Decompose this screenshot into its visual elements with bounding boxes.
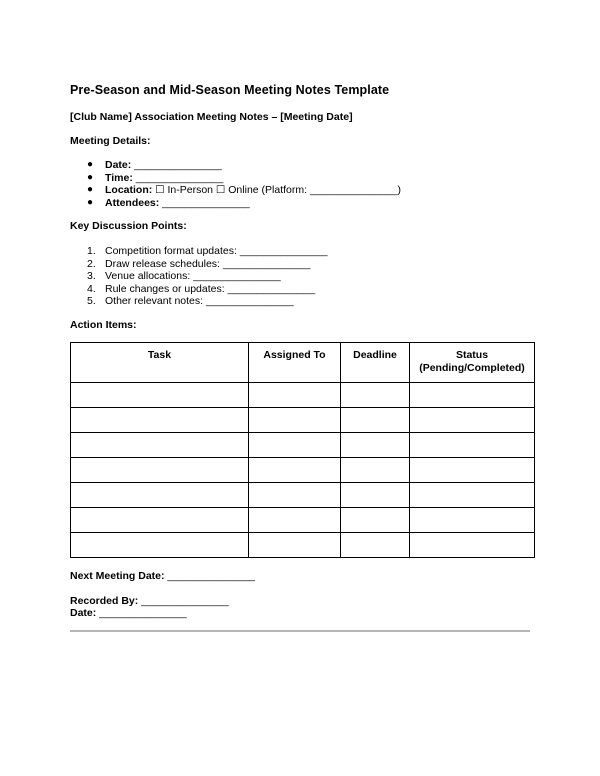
discussion-text: Rule changes or updates: _______________	[105, 282, 316, 295]
column-header-assigned-to: Assigned To	[249, 343, 341, 383]
action-items-table	[70, 342, 535, 558]
recorded-by-label: Recorded By:	[70, 595, 139, 607]
next-meeting-label: Next Meeting Date:	[70, 570, 165, 582]
meeting-details-heading: Meeting Details:	[70, 135, 151, 147]
bullet-icon: ●	[87, 196, 94, 208]
table-row	[71, 458, 535, 483]
horizontal-divider	[70, 630, 530, 632]
meeting-detail-label: Date:	[105, 159, 132, 171]
next-meeting-line	[70, 570, 255, 582]
task-cell[interactable]	[71, 533, 249, 558]
date-line	[70, 607, 187, 619]
table-row	[71, 433, 535, 458]
meeting-detail-value: _______________	[131, 159, 222, 171]
deadline-cell[interactable]	[341, 408, 410, 433]
discussion-text: Competition format updates: _______________	[105, 245, 328, 257]
recorded-by-value: _______________	[138, 595, 229, 607]
discussion-text: Other relevant notes: _______________	[105, 295, 294, 307]
deadline-cell[interactable]	[341, 458, 410, 483]
bullet-icon: ●	[87, 171, 94, 183]
table-row	[71, 508, 535, 533]
meeting-detail-label: Attendees:	[105, 196, 160, 209]
discussion-item	[87, 283, 327, 296]
meeting-detail-value: ☐ In-Person ☐ Online (Platform: _______________)	[152, 184, 402, 196]
task-cell[interactable]	[71, 483, 249, 508]
discussion-item	[87, 270, 327, 283]
deadline-cell[interactable]	[341, 483, 410, 508]
status-cell[interactable]	[410, 458, 535, 483]
table-row	[71, 483, 535, 508]
item-number: 5.	[87, 295, 96, 307]
status-header-hint: (Pending/Completed)	[419, 362, 525, 374]
meeting-detail-value: _______________	[159, 196, 250, 209]
deadline-cell[interactable]	[341, 533, 410, 558]
discussion-item	[87, 258, 327, 271]
column-header-status	[410, 343, 535, 383]
meeting-detail-item	[87, 172, 401, 185]
task-cell[interactable]	[71, 458, 249, 483]
table-header-row	[71, 343, 535, 383]
next-meeting-value: _______________	[164, 570, 256, 582]
column-header-task: Task	[71, 343, 249, 383]
item-number: 4.	[87, 282, 96, 295]
status-cell[interactable]	[410, 483, 535, 508]
meeting-details-list	[87, 159, 401, 209]
status-cell[interactable]	[410, 533, 535, 558]
assigned-to-cell[interactable]	[249, 483, 341, 508]
status-cell[interactable]	[410, 383, 535, 408]
meeting-detail-label: Time:	[105, 171, 133, 184]
document-title: Pre-Season and Mid-Season Meeting Notes Template	[70, 83, 390, 97]
assigned-to-cell[interactable]	[249, 408, 341, 433]
meeting-detail-item	[87, 197, 401, 210]
discussion-heading: Key Discussion Points:	[70, 220, 187, 232]
deadline-cell[interactable]	[341, 508, 410, 533]
meeting-detail-item	[87, 159, 401, 172]
recorded-by-line	[70, 595, 229, 607]
discussion-item	[87, 295, 327, 308]
assigned-to-cell[interactable]	[249, 433, 341, 458]
status-cell[interactable]	[410, 433, 535, 458]
assigned-to-cell[interactable]	[249, 508, 341, 533]
date-value: _______________	[96, 607, 187, 619]
meeting-detail-label: Location:	[105, 184, 153, 196]
discussion-text: Venue allocations: _______________	[105, 270, 281, 282]
table-row	[71, 533, 535, 558]
table-row	[71, 383, 535, 408]
task-cell[interactable]	[71, 508, 249, 533]
document-subtitle: [Club Name] Association Meeting Notes – [Meeting Date]	[70, 111, 353, 123]
item-number: 1.	[87, 245, 96, 257]
action-items-body	[71, 383, 535, 558]
table-row	[71, 408, 535, 433]
deadline-cell[interactable]	[341, 433, 410, 458]
action-items-heading: Action Items:	[70, 319, 137, 331]
bullet-icon: ●	[87, 184, 94, 195]
discussion-list	[87, 245, 327, 308]
item-number: 2.	[87, 257, 96, 270]
item-number: 3.	[87, 270, 96, 282]
status-cell[interactable]	[410, 508, 535, 533]
discussion-item	[87, 245, 327, 258]
column-header-deadline: Deadline	[341, 343, 410, 383]
assigned-to-cell[interactable]	[249, 383, 341, 408]
meeting-detail-value: _______________	[132, 171, 224, 184]
discussion-text: Draw release schedules: _______________	[105, 257, 311, 270]
assigned-to-cell[interactable]	[249, 458, 341, 483]
task-cell[interactable]	[71, 408, 249, 433]
task-cell[interactable]	[71, 383, 249, 408]
date-label: Date:	[70, 607, 97, 619]
meeting-detail-item	[87, 184, 401, 197]
bullet-icon: ●	[87, 159, 94, 170]
assigned-to-cell[interactable]	[249, 533, 341, 558]
task-cell[interactable]	[71, 433, 249, 458]
status-header-label: Status	[455, 349, 489, 361]
deadline-cell[interactable]	[341, 383, 410, 408]
status-cell[interactable]	[410, 408, 535, 433]
